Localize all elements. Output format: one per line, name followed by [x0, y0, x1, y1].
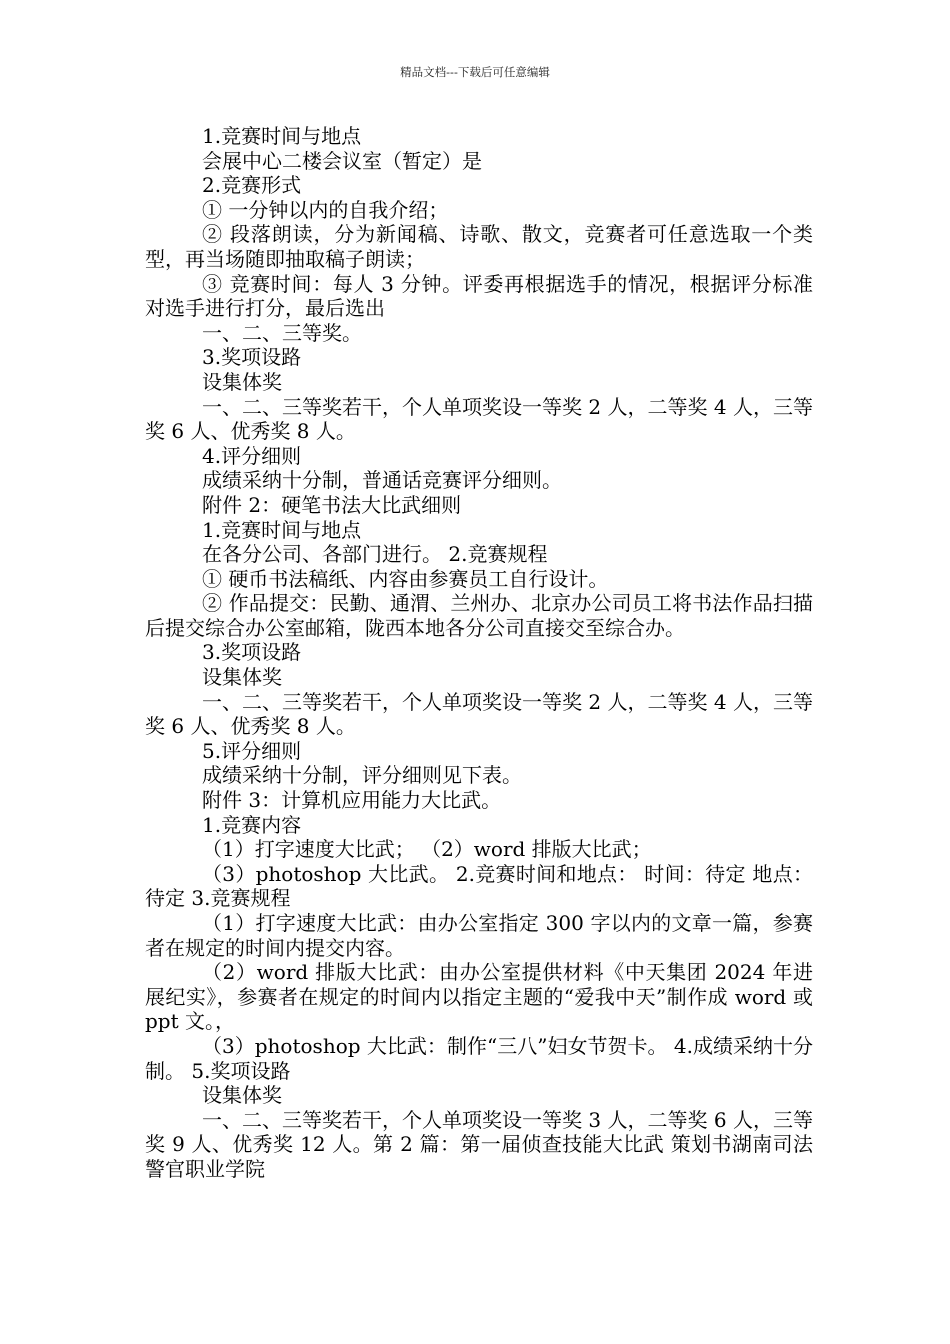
paragraph: ① 硬币书法稿纸、内容由参赛员工自行设计。: [202, 566, 609, 591]
paragraph: 成绩采纳十分制，评分细则见下表。: [202, 763, 522, 788]
paragraph: 2.竞赛形式: [202, 173, 302, 198]
paragraph: ② 作品提交：民勤、通渭、兰州办、北京办公司员工将书法作品扫描后提交综合办公室邮箱，陇西本地各分公司直接交至综合办。: [145, 591, 813, 640]
paragraph: 设集体奖: [202, 665, 282, 690]
paragraph: 1.竞赛时间与地点: [202, 124, 362, 148]
paragraph: ③ 竞赛时间：每人 3 分钟。评委再根据选手的情况，根据评分标准对选手进行打分，最后选出: [145, 271, 813, 321]
paragraph: 附件 2：硬笔书法大比武细则: [202, 492, 462, 517]
paragraph: 设集体奖: [202, 369, 282, 394]
paragraph: 设集体奖: [202, 1083, 282, 1108]
paragraph: ② 段落朗读，分为新闻稿、诗歌、散文，竞赛者可任意选取一个类型，再当场随即抽取稿子朗读；: [145, 222, 813, 271]
page-header: 精品文档---下载后可任意编辑: [400, 65, 550, 79]
paragraph: 在各分公司、各部门进行。 2.竞赛规程: [202, 542, 548, 567]
paragraph: 附件 3：计算机应用能力大比武。: [202, 788, 502, 813]
paragraph: 1.竞赛内容: [202, 812, 302, 837]
paragraph: 4.评分细则: [202, 443, 302, 468]
paragraph: 3.奖项设路: [202, 345, 302, 370]
paragraph: 5.评分细则: [202, 738, 302, 763]
paragraph: 成绩采纳十分制，普通话竞赛评分细则。: [202, 468, 562, 493]
paragraph: 一、二、三等奖。: [202, 320, 362, 345]
document-body: [145, 124, 813, 1182]
paragraph: ① 一分钟以内的自我介绍；: [202, 197, 449, 222]
paragraph: 1.竞赛时间与地点: [202, 517, 362, 542]
paragraph: （3）photoshop 大比武：制作“三八”妇女节贺卡。 4.成绩采纳十分制。 5.奖项设路: [145, 1033, 813, 1083]
paragraph: 一、二、三等奖若干，个人单项奖设一等奖 3 人，二等奖 6 人，三等奖 9 人、优秀奖 12 人。第 2 篇：第一届侦查技能大比武 策划书湖南司法警官职业学院: [145, 1107, 813, 1181]
paragraph: （1）打字速度大比武：由办公室指定 300 字以内的文章一篇，参赛者在规定的时间内提交内容。: [145, 911, 813, 960]
paragraph: 一、二、三等奖若干，个人单项奖设一等奖 2 人，二等奖 4 人，三等奖 6 人、优秀奖 8 人。: [145, 394, 813, 444]
paragraph: （3）photoshop 大比武。 2.竞赛时间和地点： 时间：待定 地点：待定 3.竞赛规程: [145, 861, 813, 911]
paragraph: （1）打字速度大比武； （2）word 排版大比武；: [202, 837, 652, 862]
paragraph: 一、二、三等奖若干，个人单项奖设一等奖 2 人，二等奖 4 人，三等奖 6 人、优秀奖 8 人。: [145, 689, 813, 739]
paragraph: 3.奖项设路: [202, 640, 302, 665]
paragraph: （2）word 排版大比武：由办公室提供材料《中天集团 2024 年进展纪实》，参赛者在规定的时间内以指定主题的“爱我中天”制作成 word 或 ppt 文。，: [145, 960, 813, 1034]
paragraph: 会展中心二楼会议室（暂定）是: [202, 148, 482, 173]
